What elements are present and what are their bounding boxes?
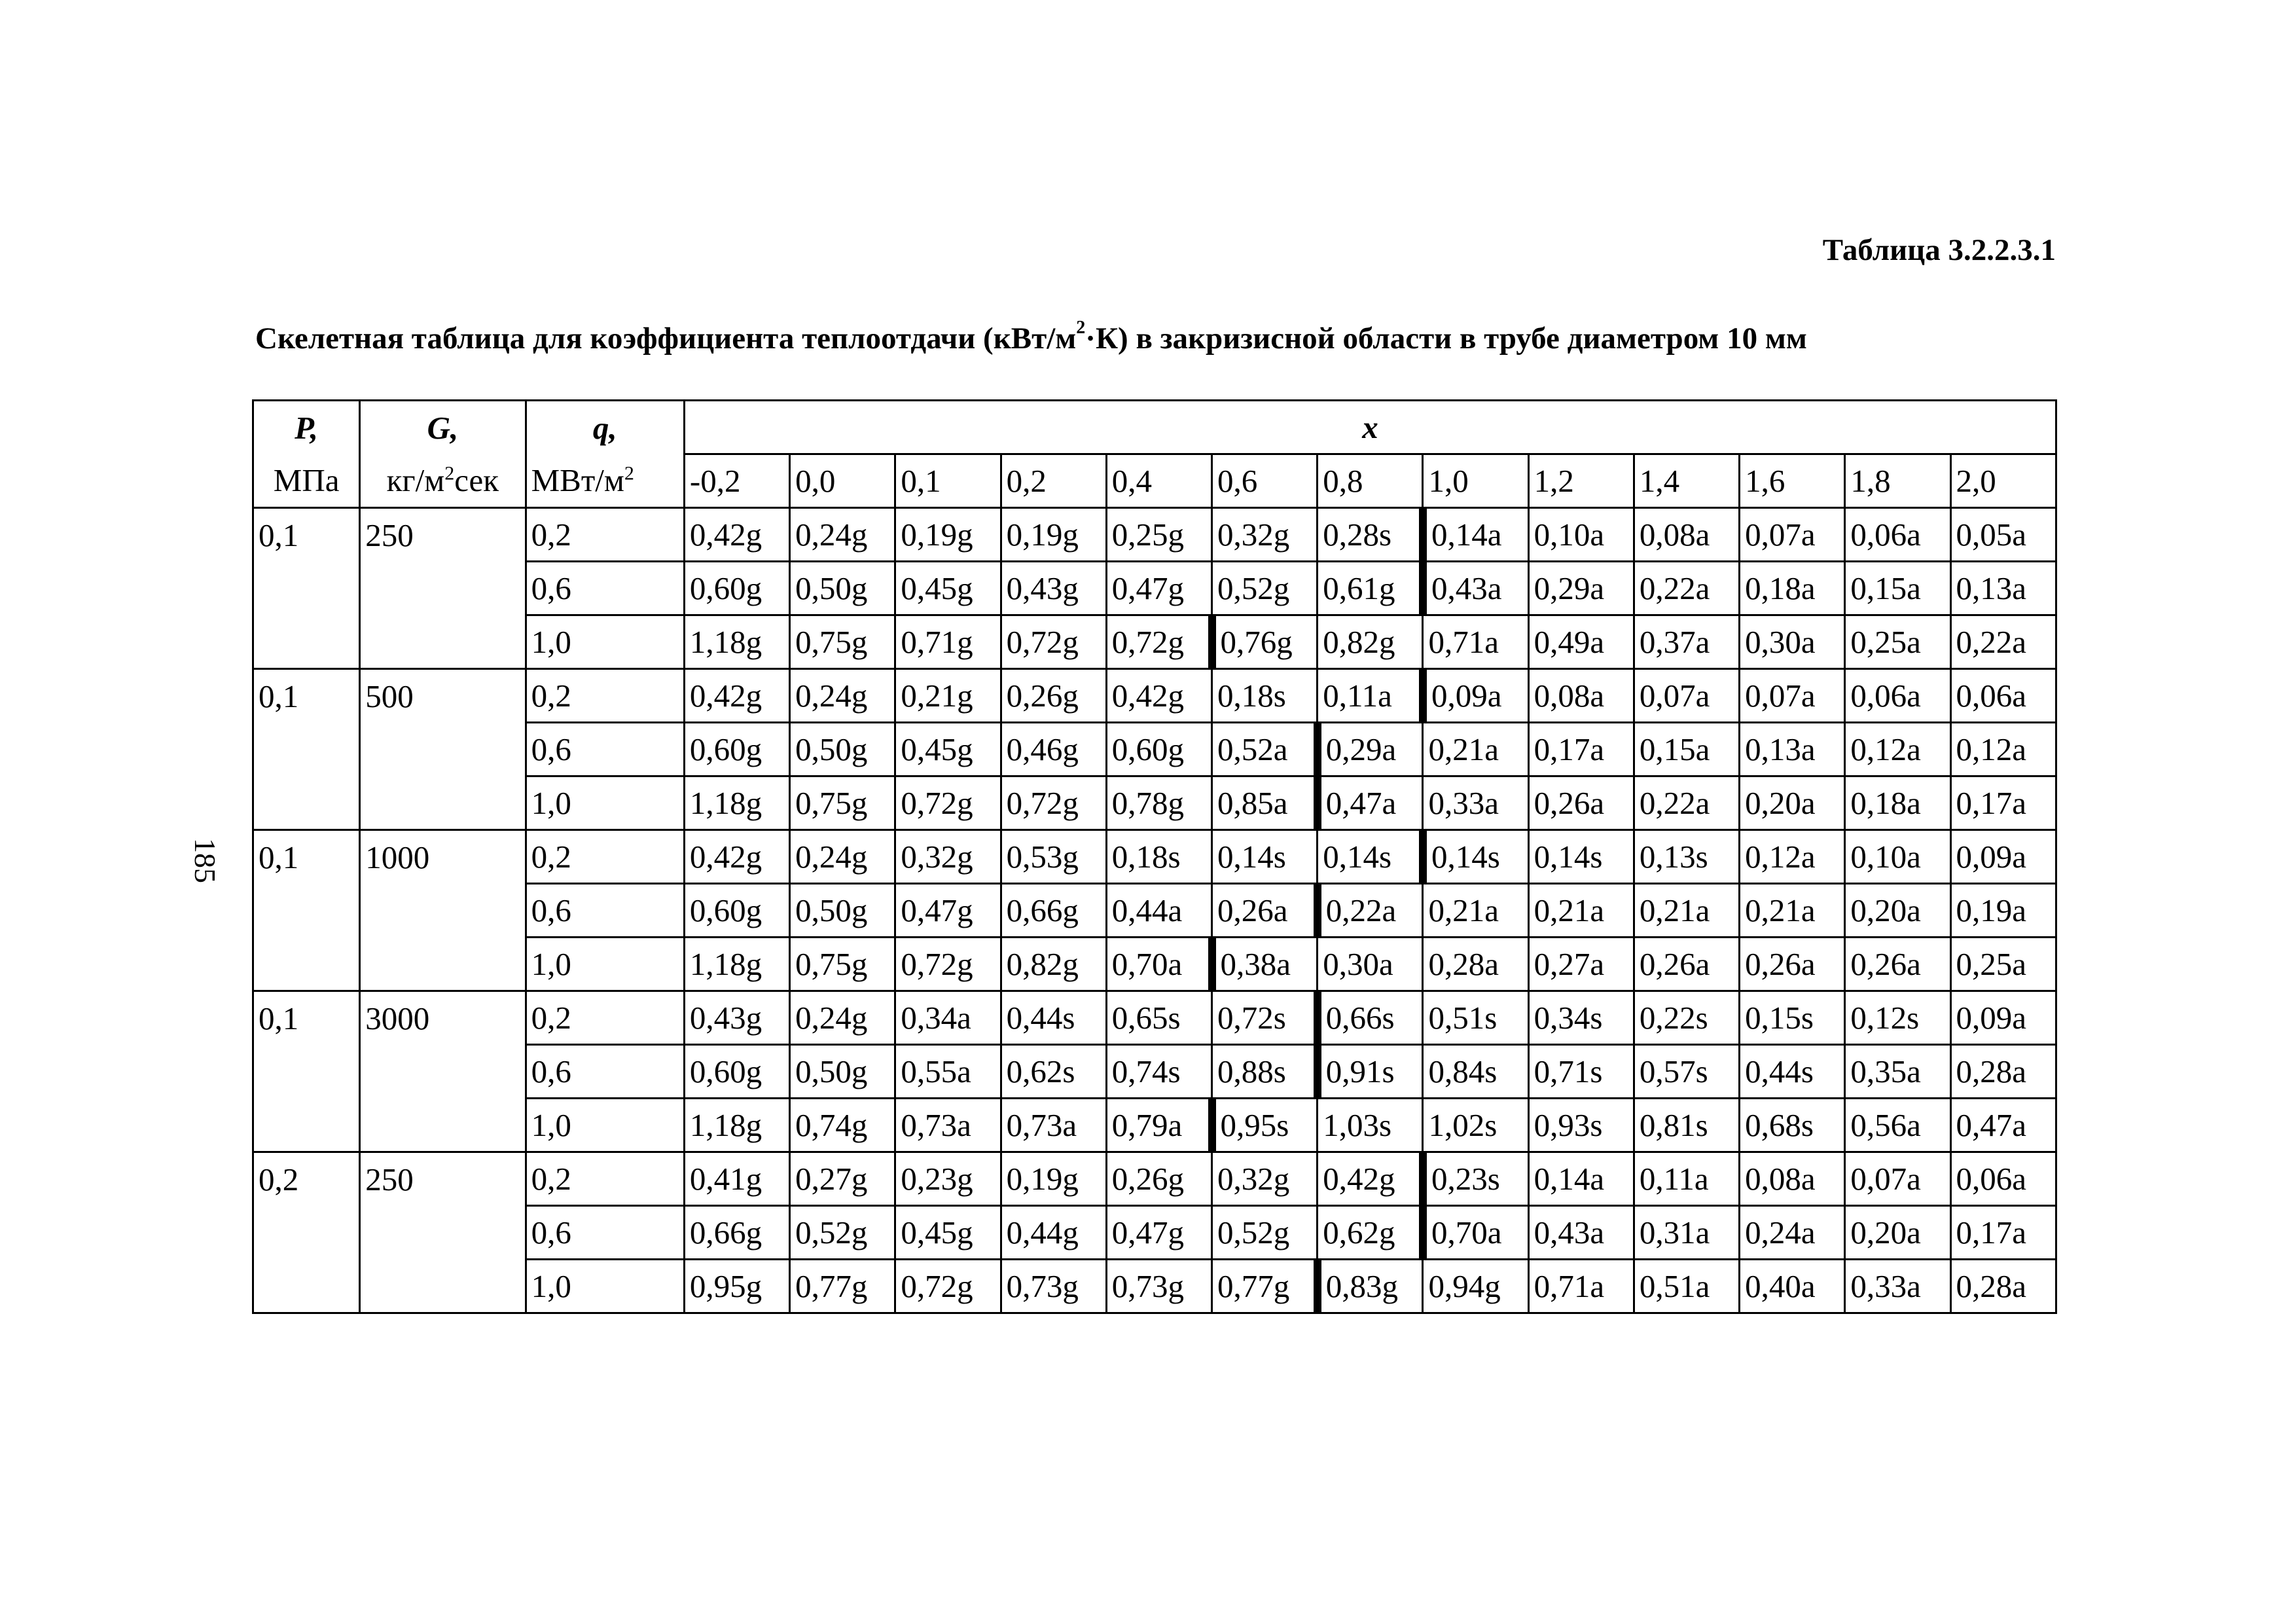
value-cell: 0,50g bbox=[790, 884, 895, 938]
value-cell: 0,11a bbox=[1318, 669, 1423, 723]
table-header bbox=[253, 401, 2056, 508]
value-cell: 0,71a bbox=[1528, 1260, 1634, 1313]
header-x-value: 0,6 bbox=[1212, 454, 1318, 508]
value-cell: 0,09a bbox=[1950, 830, 2056, 884]
value-cell: 0,23g bbox=[895, 1152, 1001, 1206]
value-cell: 0,11a bbox=[1634, 1152, 1739, 1206]
value-cell: 0,14s bbox=[1528, 830, 1634, 884]
value-cell: 0,72g bbox=[895, 1260, 1001, 1313]
table-row bbox=[253, 991, 2056, 1045]
value-cell: 0,26a bbox=[1634, 938, 1739, 991]
value-cell: 0,25g bbox=[1106, 508, 1211, 562]
value-cell: 0,17a bbox=[1950, 776, 2056, 830]
value-cell: 0,28a bbox=[1950, 1260, 2056, 1313]
mass-flux-cell bbox=[360, 615, 526, 669]
value-cell: 0,42g bbox=[684, 830, 789, 884]
value-cell: 0,22s bbox=[1634, 991, 1739, 1045]
value-cell: 0,44a bbox=[1106, 884, 1211, 938]
value-cell: 0,05a bbox=[1950, 508, 2056, 562]
value-cell: 0,22a bbox=[1634, 562, 1739, 615]
value-cell: 0,72g bbox=[895, 776, 1001, 830]
value-cell: 0,24g bbox=[790, 830, 895, 884]
value-cell: 0,72g bbox=[1106, 615, 1211, 669]
value-cell: 0,29a bbox=[1528, 562, 1634, 615]
value-cell: 0,07a bbox=[1740, 669, 1845, 723]
value-cell: 0,50g bbox=[790, 1045, 895, 1099]
value-cell: 0,93s bbox=[1528, 1099, 1634, 1152]
value-cell: 0,60g bbox=[684, 1045, 789, 1099]
table-row bbox=[253, 1206, 2056, 1260]
heat-flux-cell: 0,2 bbox=[526, 991, 684, 1045]
table-row bbox=[253, 508, 2056, 562]
pressure-cell: 0,1 bbox=[253, 830, 360, 884]
value-cell: 0,85a bbox=[1212, 776, 1318, 830]
value-cell: 0,53g bbox=[1001, 830, 1106, 884]
table-row bbox=[253, 830, 2056, 884]
value-cell: 0,14s bbox=[1212, 830, 1318, 884]
value-cell: 0,72s bbox=[1212, 991, 1318, 1045]
heat-flux-cell: 0,2 bbox=[526, 669, 684, 723]
value-cell: 0,47g bbox=[895, 884, 1001, 938]
heat-flux-cell: 1,0 bbox=[526, 776, 684, 830]
value-cell: 0,14s bbox=[1423, 830, 1528, 884]
table-row bbox=[253, 776, 2056, 830]
value-cell: 0,75g bbox=[790, 776, 895, 830]
value-cell: 0,71s bbox=[1528, 1045, 1634, 1099]
value-cell: 0,21a bbox=[1423, 723, 1528, 776]
header-x-value: -0,2 bbox=[684, 454, 789, 508]
value-cell: 1,03s bbox=[1318, 1099, 1423, 1152]
value-cell: 0,06a bbox=[1950, 1152, 2056, 1206]
pressure-cell bbox=[253, 1099, 360, 1152]
value-cell: 1,18g bbox=[684, 1099, 789, 1152]
value-cell: 0,28a bbox=[1423, 938, 1528, 991]
mass-flux-unit-sup: 2 bbox=[444, 462, 455, 484]
value-cell: 0,81s bbox=[1634, 1099, 1739, 1152]
value-cell: 0,68s bbox=[1740, 1099, 1845, 1152]
header-mass-flux-symbol: G, bbox=[360, 401, 526, 454]
value-cell: 0,70a bbox=[1423, 1206, 1528, 1260]
value-cell: 0,76g bbox=[1212, 615, 1318, 669]
value-cell: 0,18s bbox=[1212, 669, 1318, 723]
value-cell: 0,45g bbox=[895, 723, 1001, 776]
table-row bbox=[253, 615, 2056, 669]
value-cell: 0,09a bbox=[1423, 669, 1528, 723]
value-cell: 0,06a bbox=[1950, 669, 2056, 723]
value-cell: 0,83g bbox=[1318, 1260, 1423, 1313]
value-cell: 0,45g bbox=[895, 562, 1001, 615]
pressure-cell: 0,2 bbox=[253, 1152, 360, 1206]
value-cell: 0,08a bbox=[1528, 669, 1634, 723]
value-cell: 0,47a bbox=[1318, 776, 1423, 830]
value-cell: 0,26a bbox=[1212, 884, 1318, 938]
value-cell: 0,78g bbox=[1106, 776, 1211, 830]
heat-flux-unit-sup: 2 bbox=[624, 462, 634, 484]
value-cell: 0,32g bbox=[1212, 1152, 1318, 1206]
header-x-value: 2,0 bbox=[1950, 454, 2056, 508]
value-cell: 0,55a bbox=[895, 1045, 1001, 1099]
value-cell: 0,20a bbox=[1845, 1206, 1950, 1260]
value-cell: 0,70a bbox=[1106, 938, 1211, 991]
mass-flux-cell bbox=[360, 776, 526, 830]
value-cell: 0,26g bbox=[1001, 669, 1106, 723]
mass-flux-cell bbox=[360, 1045, 526, 1099]
heat-flux-cell: 0,2 bbox=[526, 508, 684, 562]
value-cell: 0,21a bbox=[1528, 884, 1634, 938]
value-cell: 0,07a bbox=[1740, 508, 1845, 562]
value-cell: 0,08a bbox=[1634, 508, 1739, 562]
value-cell: 0,50g bbox=[790, 723, 895, 776]
table-body bbox=[253, 508, 2056, 1313]
value-cell: 0,17a bbox=[1528, 723, 1634, 776]
value-cell: 1,18g bbox=[684, 938, 789, 991]
table-row bbox=[253, 562, 2056, 615]
table-row bbox=[253, 1260, 2056, 1313]
table-row bbox=[253, 669, 2056, 723]
value-cell: 0,42g bbox=[684, 508, 789, 562]
value-cell: 0,30a bbox=[1740, 615, 1845, 669]
value-cell: 0,14s bbox=[1318, 830, 1423, 884]
table-title bbox=[255, 318, 2056, 356]
value-cell: 0,25a bbox=[1950, 938, 2056, 991]
value-cell: 0,18s bbox=[1106, 830, 1211, 884]
table-row bbox=[253, 884, 2056, 938]
mass-flux-cell bbox=[360, 1260, 526, 1313]
value-cell: 0,42g bbox=[1318, 1152, 1423, 1206]
value-cell: 0,28a bbox=[1950, 1045, 2056, 1099]
value-cell: 0,32g bbox=[1212, 508, 1318, 562]
value-cell: 0,13a bbox=[1950, 562, 2056, 615]
value-cell: 0,06a bbox=[1845, 669, 1950, 723]
value-cell: 0,72g bbox=[1001, 776, 1106, 830]
header-x-value: 1,8 bbox=[1845, 454, 1950, 508]
pressure-cell bbox=[253, 938, 360, 991]
mass-flux-cell: 500 bbox=[360, 669, 526, 723]
value-cell: 0,47g bbox=[1106, 562, 1211, 615]
value-cell: 0,19g bbox=[1001, 508, 1106, 562]
heat-flux-cell: 0,6 bbox=[526, 1045, 684, 1099]
value-cell: 0,71a bbox=[1423, 615, 1528, 669]
value-cell: 0,73a bbox=[895, 1099, 1001, 1152]
value-cell: 0,10a bbox=[1845, 830, 1950, 884]
value-cell: 0,52g bbox=[1212, 1206, 1318, 1260]
value-cell: 0,50g bbox=[790, 562, 895, 615]
pressure-cell: 0,1 bbox=[253, 669, 360, 723]
header-quality-symbol: x bbox=[684, 401, 2056, 454]
value-cell: 0,52g bbox=[1212, 562, 1318, 615]
value-cell: 0,45g bbox=[895, 1206, 1001, 1260]
value-cell: 0,73g bbox=[1106, 1260, 1211, 1313]
value-cell: 0,82g bbox=[1318, 615, 1423, 669]
value-cell: 1,18g bbox=[684, 615, 789, 669]
pressure-cell bbox=[253, 562, 360, 615]
value-cell: 0,24g bbox=[790, 669, 895, 723]
value-cell: 0,91s bbox=[1318, 1045, 1423, 1099]
header-row-units bbox=[253, 454, 2056, 508]
value-cell: 0,24g bbox=[790, 991, 895, 1045]
value-cell: 0,38a bbox=[1212, 938, 1318, 991]
header-heat-flux-symbol: q, bbox=[526, 401, 684, 454]
value-cell: 0,66g bbox=[684, 1206, 789, 1260]
title-text-before: Скелетная таблица для коэффициента теплоотдачи (кВт/м bbox=[255, 321, 1077, 356]
value-cell: 0,08a bbox=[1740, 1152, 1845, 1206]
value-cell: 0,84s bbox=[1423, 1045, 1528, 1099]
title-unit-superscript: 2 bbox=[1076, 318, 1086, 338]
heat-flux-cell: 0,2 bbox=[526, 830, 684, 884]
value-cell: 0,28s bbox=[1318, 508, 1423, 562]
value-cell: 0,18a bbox=[1740, 562, 1845, 615]
page-number: 185 bbox=[188, 838, 222, 883]
value-cell: 0,60g bbox=[684, 723, 789, 776]
value-cell: 0,74g bbox=[790, 1099, 895, 1152]
pressure-cell bbox=[253, 1206, 360, 1260]
header-x-value: 0,4 bbox=[1106, 454, 1211, 508]
value-cell: 0,06a bbox=[1845, 508, 1950, 562]
value-cell: 0,32g bbox=[895, 830, 1001, 884]
pressure-cell bbox=[253, 723, 360, 776]
heat-flux-cell: 1,0 bbox=[526, 1099, 684, 1152]
value-cell: 0,29a bbox=[1318, 723, 1423, 776]
value-cell: 0,65s bbox=[1106, 991, 1211, 1045]
value-cell: 0,46g bbox=[1001, 723, 1106, 776]
value-cell: 0,26g bbox=[1106, 1152, 1211, 1206]
heat-flux-cell: 0,6 bbox=[526, 562, 684, 615]
pressure-cell bbox=[253, 615, 360, 669]
value-cell: 0,14a bbox=[1423, 508, 1528, 562]
value-cell: 0,71g bbox=[895, 615, 1001, 669]
value-cell: 0,75g bbox=[790, 938, 895, 991]
value-cell: 0,33a bbox=[1423, 776, 1528, 830]
value-cell: 0,60g bbox=[684, 884, 789, 938]
table-caption: Таблица 3.2.2.3.1 bbox=[1822, 233, 2056, 267]
value-cell: 0,10a bbox=[1528, 508, 1634, 562]
header-pressure-symbol: P, bbox=[253, 401, 360, 454]
table-row bbox=[253, 723, 2056, 776]
value-cell: 0,12a bbox=[1845, 723, 1950, 776]
value-cell: 0,21g bbox=[895, 669, 1001, 723]
value-cell: 0,60g bbox=[684, 562, 789, 615]
value-cell: 0,14a bbox=[1528, 1152, 1634, 1206]
header-x-value: 0,0 bbox=[790, 454, 895, 508]
value-cell: 0,44g bbox=[1001, 1206, 1106, 1260]
title-text-after: ·К) в закризисной области в трубе диаметром 10 мм bbox=[1085, 321, 1807, 356]
heat-flux-cell: 0,6 bbox=[526, 884, 684, 938]
heat-transfer-table bbox=[252, 399, 2057, 1314]
value-cell: 0,73a bbox=[1001, 1099, 1106, 1152]
value-cell: 0,88s bbox=[1212, 1045, 1318, 1099]
value-cell: 0,72g bbox=[1001, 615, 1106, 669]
table-row bbox=[253, 1099, 2056, 1152]
value-cell: 0,79a bbox=[1106, 1099, 1211, 1152]
header-heat-flux-unit bbox=[526, 454, 684, 508]
value-cell: 0,15a bbox=[1845, 562, 1950, 615]
mass-flux-cell bbox=[360, 1099, 526, 1152]
value-cell: 0,20a bbox=[1845, 884, 1950, 938]
value-cell: 0,51a bbox=[1634, 1260, 1739, 1313]
value-cell: 0,44s bbox=[1001, 991, 1106, 1045]
value-cell: 0,33a bbox=[1845, 1260, 1950, 1313]
value-cell: 0,74s bbox=[1106, 1045, 1211, 1099]
value-cell: 0,13a bbox=[1740, 723, 1845, 776]
value-cell: 0,21a bbox=[1423, 884, 1528, 938]
value-cell: 0,19a bbox=[1950, 884, 2056, 938]
value-cell: 0,22a bbox=[1634, 776, 1739, 830]
value-cell: 0,47g bbox=[1106, 1206, 1211, 1260]
mass-flux-unit-b: сек bbox=[454, 462, 499, 499]
value-cell: 0,07a bbox=[1634, 669, 1739, 723]
value-cell: 0,27a bbox=[1528, 938, 1634, 991]
mass-flux-cell bbox=[360, 562, 526, 615]
value-cell: 0,27g bbox=[790, 1152, 895, 1206]
pressure-cell bbox=[253, 1260, 360, 1313]
value-cell: 0,72g bbox=[895, 938, 1001, 991]
value-cell: 0,82g bbox=[1001, 938, 1106, 991]
mass-flux-cell: 3000 bbox=[360, 991, 526, 1045]
value-cell: 0,62s bbox=[1001, 1045, 1106, 1099]
value-cell: 0,19g bbox=[895, 508, 1001, 562]
value-cell: 0,57s bbox=[1634, 1045, 1739, 1099]
value-cell: 0,41g bbox=[684, 1152, 789, 1206]
header-row-symbols bbox=[253, 401, 2056, 454]
value-cell: 0,95s bbox=[1212, 1099, 1318, 1152]
header-x-value: 1,2 bbox=[1528, 454, 1634, 508]
value-cell: 0,42g bbox=[684, 669, 789, 723]
value-cell: 0,52a bbox=[1212, 723, 1318, 776]
header-x-value: 1,4 bbox=[1634, 454, 1739, 508]
value-cell: 0,34s bbox=[1528, 991, 1634, 1045]
value-cell: 0,26a bbox=[1528, 776, 1634, 830]
value-cell: 0,35a bbox=[1845, 1045, 1950, 1099]
value-cell: 0,23s bbox=[1423, 1152, 1528, 1206]
value-cell: 0,13s bbox=[1634, 830, 1739, 884]
heat-flux-cell: 0,6 bbox=[526, 1206, 684, 1260]
value-cell: 0,42g bbox=[1106, 669, 1211, 723]
value-cell: 1,18g bbox=[684, 776, 789, 830]
header-x-value: 1,0 bbox=[1423, 454, 1528, 508]
table-row bbox=[253, 938, 2056, 991]
mass-flux-unit-a: кг/м bbox=[386, 462, 445, 499]
header-mass-flux-unit bbox=[360, 454, 526, 508]
mass-flux-cell: 250 bbox=[360, 1152, 526, 1206]
value-cell: 0,30a bbox=[1318, 938, 1423, 991]
heat-flux-cell: 1,0 bbox=[526, 1260, 684, 1313]
value-cell: 0,21a bbox=[1634, 884, 1739, 938]
pressure-cell: 0,1 bbox=[253, 991, 360, 1045]
value-cell: 0,12s bbox=[1845, 991, 1950, 1045]
header-pressure-unit: МПа bbox=[253, 454, 360, 508]
pressure-cell bbox=[253, 776, 360, 830]
value-cell: 0,73g bbox=[1001, 1260, 1106, 1313]
value-cell: 0,75g bbox=[790, 615, 895, 669]
table-row bbox=[253, 1152, 2056, 1206]
heat-flux-cell: 0,2 bbox=[526, 1152, 684, 1206]
header-x-value: 1,6 bbox=[1740, 454, 1845, 508]
value-cell: 0,43g bbox=[684, 991, 789, 1045]
value-cell: 0,25a bbox=[1845, 615, 1950, 669]
value-cell: 0,26a bbox=[1845, 938, 1950, 991]
pressure-cell bbox=[253, 1045, 360, 1099]
heat-flux-cell: 1,0 bbox=[526, 938, 684, 991]
value-cell: 0,62g bbox=[1318, 1206, 1423, 1260]
mass-flux-cell bbox=[360, 938, 526, 991]
value-cell: 0,21a bbox=[1740, 884, 1845, 938]
value-cell: 0,22a bbox=[1950, 615, 2056, 669]
value-cell: 0,31a bbox=[1634, 1206, 1739, 1260]
value-cell: 0,52g bbox=[790, 1206, 895, 1260]
value-cell: 0,43g bbox=[1001, 562, 1106, 615]
value-cell: 0,34a bbox=[895, 991, 1001, 1045]
value-cell: 0,12a bbox=[1740, 830, 1845, 884]
pressure-cell: 0,1 bbox=[253, 508, 360, 562]
value-cell: 0,20a bbox=[1740, 776, 1845, 830]
value-cell: 0,12a bbox=[1950, 723, 2056, 776]
value-cell: 0,43a bbox=[1528, 1206, 1634, 1260]
value-cell: 0,66s bbox=[1318, 991, 1423, 1045]
value-cell: 0,15s bbox=[1740, 991, 1845, 1045]
value-cell: 0,47a bbox=[1950, 1099, 2056, 1152]
table-row bbox=[253, 1045, 2056, 1099]
value-cell: 0,77g bbox=[790, 1260, 895, 1313]
value-cell: 0,44s bbox=[1740, 1045, 1845, 1099]
heat-flux-cell: 1,0 bbox=[526, 615, 684, 669]
value-cell: 0,77g bbox=[1212, 1260, 1318, 1313]
mass-flux-cell: 250 bbox=[360, 508, 526, 562]
mass-flux-cell: 1000 bbox=[360, 830, 526, 884]
value-cell: 0,37a bbox=[1634, 615, 1739, 669]
header-x-value: 0,1 bbox=[895, 454, 1001, 508]
value-cell: 0,19g bbox=[1001, 1152, 1106, 1206]
value-cell: 0,40a bbox=[1740, 1260, 1845, 1313]
heat-flux-cell: 0,6 bbox=[526, 723, 684, 776]
value-cell: 0,22a bbox=[1318, 884, 1423, 938]
value-cell: 0,07a bbox=[1845, 1152, 1950, 1206]
value-cell: 0,26a bbox=[1740, 938, 1845, 991]
pressure-cell bbox=[253, 884, 360, 938]
mass-flux-cell bbox=[360, 1206, 526, 1260]
value-cell: 0,94g bbox=[1423, 1260, 1528, 1313]
value-cell: 0,56a bbox=[1845, 1099, 1950, 1152]
value-cell: 0,17a bbox=[1950, 1206, 2056, 1260]
value-cell: 0,60g bbox=[1106, 723, 1211, 776]
value-cell: 0,15a bbox=[1634, 723, 1739, 776]
value-cell: 0,09a bbox=[1950, 991, 2056, 1045]
header-x-value: 0,8 bbox=[1318, 454, 1423, 508]
value-cell: 1,02s bbox=[1423, 1099, 1528, 1152]
value-cell: 0,24g bbox=[790, 508, 895, 562]
value-cell: 0,61g bbox=[1318, 562, 1423, 615]
value-cell: 0,51s bbox=[1423, 991, 1528, 1045]
heat-flux-unit-a: МВт/м bbox=[531, 462, 624, 499]
value-cell: 0,95g bbox=[684, 1260, 789, 1313]
value-cell: 0,18a bbox=[1845, 776, 1950, 830]
value-cell: 0,43a bbox=[1423, 562, 1528, 615]
mass-flux-cell bbox=[360, 723, 526, 776]
header-x-value: 0,2 bbox=[1001, 454, 1106, 508]
mass-flux-cell bbox=[360, 884, 526, 938]
value-cell: 0,24a bbox=[1740, 1206, 1845, 1260]
value-cell: 0,66g bbox=[1001, 884, 1106, 938]
value-cell: 0,49a bbox=[1528, 615, 1634, 669]
